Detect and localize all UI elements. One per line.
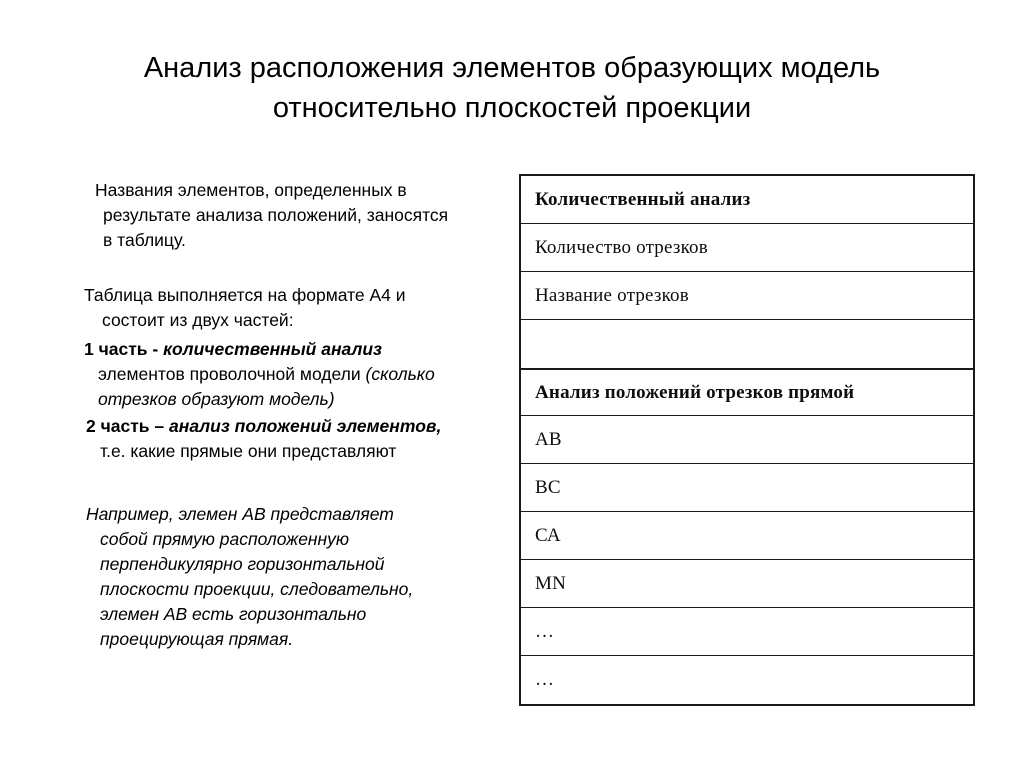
table-cell-text: … <box>535 669 558 690</box>
part-1-line-2 <box>98 362 498 387</box>
table-row <box>521 656 973 704</box>
table-row <box>521 368 973 416</box>
format-line-2: состоит из двух частей: <box>102 310 294 330</box>
table-cell-text: Название отрезков <box>535 284 689 306</box>
example-line-3: перпендикулярно горизонтальной <box>100 554 385 574</box>
explanatory-text-column <box>78 178 498 652</box>
table-cell-text: АВ <box>535 428 562 450</box>
paragraph-part-1 <box>78 337 498 412</box>
part-1-line-2-plain: элементов проволочной модели <box>98 364 366 384</box>
table-cell-text: ВС <box>535 476 561 498</box>
table-cell-text: Анализ положений отрезков прямой <box>535 381 855 403</box>
example-line-4: плоскости проекции, следовательно, <box>100 579 414 599</box>
table-cell-text: Количественный анализ <box>535 188 751 210</box>
part-1-emphasis: количественный анализ <box>163 339 382 359</box>
example-line-1: Например, элемен АВ представляет <box>86 504 394 524</box>
table-row <box>521 464 973 512</box>
intro-line-3: в таблицу. <box>103 230 186 250</box>
paragraph-example <box>78 502 498 652</box>
part-2-dash: – <box>149 416 170 436</box>
part-2-line-1 <box>86 414 498 439</box>
table-cell-text: Количество отрезков <box>535 236 708 258</box>
table-cell-text: МN <box>535 572 567 594</box>
example-line-6: проецирующая прямая. <box>100 629 294 649</box>
table-cell-text: СА <box>535 524 561 546</box>
table-cell-text: … <box>535 620 558 642</box>
part-2-emphasis: анализ положений элементов, <box>169 416 442 436</box>
table-row <box>521 608 973 656</box>
intro-line-1: Названия элементов, определенных в <box>95 180 407 200</box>
table-row <box>521 560 973 608</box>
paragraph-format <box>78 283 498 333</box>
table-row <box>521 224 973 272</box>
part-1-line-1 <box>84 337 498 362</box>
part-2-label: 2 часть <box>86 416 150 436</box>
part-1-line-2-italic: (сколько <box>365 364 435 384</box>
example-line-5: элемен АВ есть горизонтально <box>100 604 367 624</box>
intro-line-2: результате анализа положений, заносятся <box>103 205 449 225</box>
page-title <box>62 48 962 128</box>
part-1-dash: - <box>147 339 164 359</box>
format-line-1: Таблица выполняется на формате А4 и <box>84 285 406 305</box>
paragraph-intro <box>78 178 498 253</box>
table-row <box>521 512 973 560</box>
table-row <box>521 272 973 320</box>
analysis-table <box>519 174 975 706</box>
example-line-2: собой прямую расположенную <box>100 529 350 549</box>
paragraph-part-2 <box>78 414 498 464</box>
part-2-line-2: т.е. какие прямые они представляют <box>100 441 397 461</box>
table-row <box>521 176 973 224</box>
part-1-label: 1 часть <box>84 339 148 359</box>
page-title-line-1: Анализ расположения элементов образующих модель <box>143 52 881 84</box>
table-row <box>521 416 973 464</box>
part-1-line-3: отрезков образуют модель) <box>98 389 335 409</box>
table-row <box>521 320 973 368</box>
page-title-line-2: относительно плоскостей проекции <box>272 92 752 124</box>
